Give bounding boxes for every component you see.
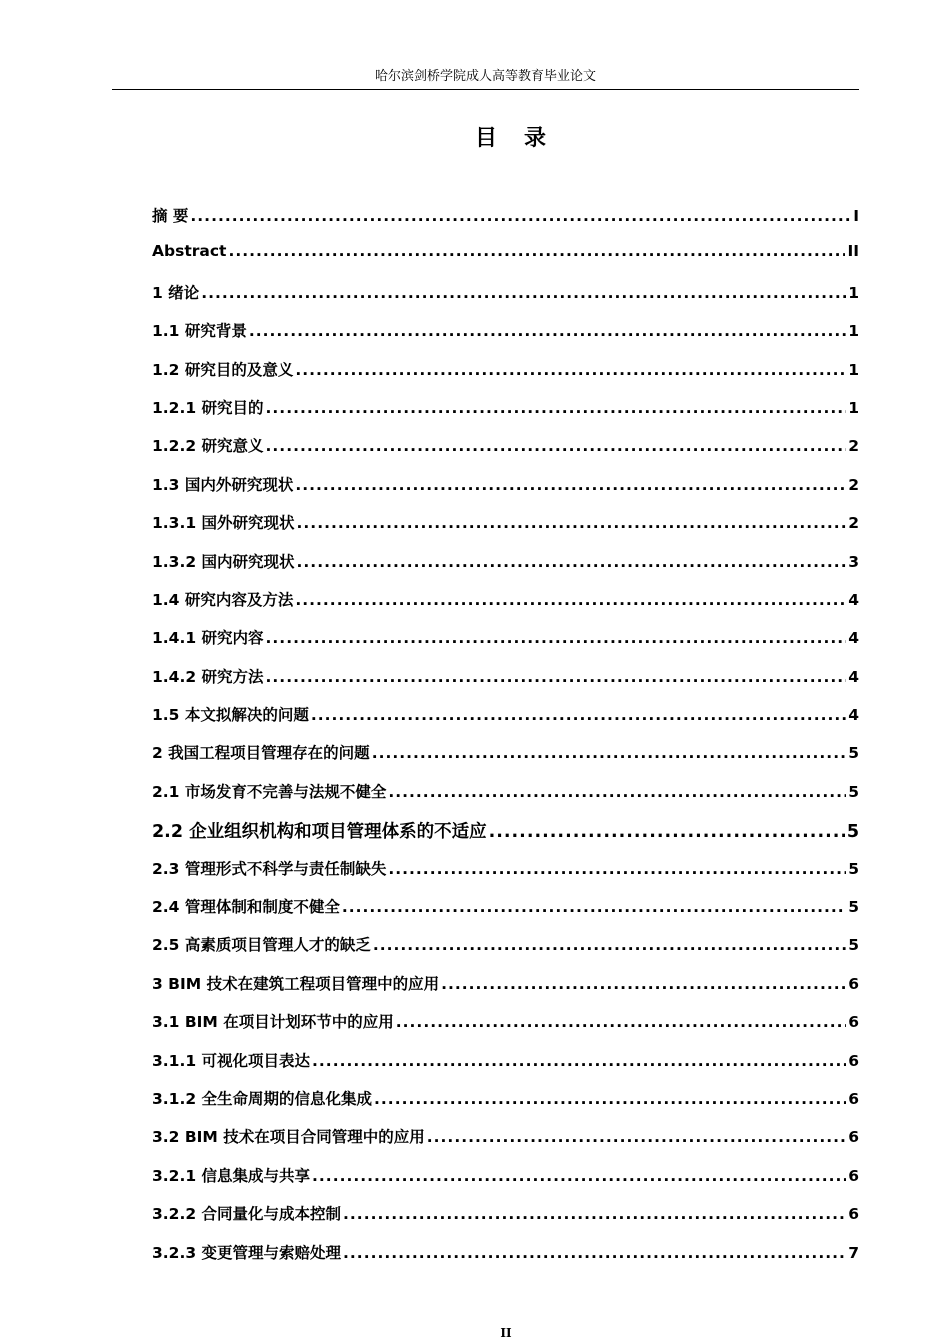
dot-leader [372,744,847,762]
dot-leader [266,437,847,455]
toc-entry-label: 3 BIM 技术在建筑工程项目管理中的应用 [152,974,440,993]
toc-entry-label: 1.3.1 国外研究现状 [152,514,295,533]
toc-entry-label: 2.1 市场发育不完善与法规不健全 [152,782,387,801]
toc-entry[interactable] [152,434,859,472]
toc-entry-label: 1.4.1 研究内容 [152,629,264,648]
toc-entry[interactable] [152,626,859,664]
toc-entry-page: I [853,207,859,225]
toc-entry-page: 1 [848,322,859,341]
dot-leader [228,242,845,260]
toc-entry-page: 6 [848,1013,859,1032]
toc-entry[interactable] [152,1241,859,1279]
toc-entry-label: 1.2.1 研究目的 [152,398,264,417]
toc-entry-label: 3.2.2 合同量化与成本控制 [152,1205,342,1224]
dot-leader [489,822,845,842]
toc-entry-page: 5 [848,859,859,878]
toc-entry-page: 6 [848,974,859,993]
running-header: 哈尔滨剑桥学院成人高等教育毕业论文 [374,69,596,84]
toc-entry[interactable] [152,319,859,357]
toc-entry-label: 2.4 管理体制和制度不健全 [152,898,340,917]
dot-leader [266,668,847,686]
dot-leader [343,1205,846,1223]
toc-entry-page: 4 [848,590,859,609]
toc-entry-page: 3 [848,552,859,571]
toc-entry[interactable] [152,972,859,1010]
toc-entry[interactable] [152,741,859,779]
toc-entry-page: 5 [848,936,859,955]
toc-entry-label: 2.3 管理形式不科学与责任制缺失 [152,859,387,878]
toc-entry-page: 2 [848,475,859,494]
dot-leader [249,322,846,340]
dot-leader [311,706,846,724]
dot-leader [295,591,846,609]
toc-entry-label: 1.4 研究内容及方法 [152,590,294,609]
toc-entry-label: 2 我国工程项目管理存在的问题 [152,744,370,763]
toc-entry-page: 6 [848,1128,859,1147]
toc-entry-page: 7 [848,1243,859,1262]
toc-entry-label: 3.1.1 可视化项目表达 [152,1051,311,1070]
dot-leader [266,399,847,417]
toc-entry[interactable] [152,703,859,741]
dot-leader [295,361,846,379]
toc-entry-page: 5 [848,744,859,763]
page-number: II [500,1326,512,1340]
toc-entry[interactable] [152,665,859,703]
toc-entry-page: 1 [848,360,859,379]
toc-entry[interactable] [152,818,859,856]
dot-leader [297,514,847,532]
toc-entry-label: 3.2.3 变更管理与索赔处理 [152,1243,342,1262]
toc-entry-label: 1 绪论 [152,283,200,302]
toc-entry-page: 5 [846,822,859,843]
toc-entry[interactable] [152,396,859,434]
dot-leader [201,284,846,302]
toc-entry-label: 2.2 企业组织机构和项目管理体系的不适应 [152,822,487,843]
toc-entry[interactable] [152,204,859,242]
toc-entry-label: 摘 要 [152,207,189,225]
toc-entry[interactable] [152,358,859,396]
dot-leader [266,629,847,647]
toc-entry-page: 6 [848,1166,859,1185]
dot-leader [373,936,846,954]
toc-title-part1: 目 [474,125,498,151]
toc-entry[interactable] [152,242,859,280]
toc-entry[interactable] [152,933,859,971]
dot-leader [295,476,846,494]
toc-entry-label: 1.1 研究背景 [152,322,247,341]
toc-entry-label: 2.5 高素质项目管理人才的缺乏 [152,936,371,955]
toc-entry-page: 4 [848,706,859,725]
toc-entry-page: II [847,242,859,261]
toc-entry-label: 1.5 本文拟解决的问题 [152,706,309,725]
toc-entry[interactable] [152,511,859,549]
toc-entry-page: 5 [848,782,859,801]
toc-entry-page: 6 [848,1051,859,1070]
toc-entry[interactable] [152,1049,859,1087]
toc-entry[interactable] [152,895,859,933]
toc-entry[interactable] [152,1010,859,1048]
toc-entry-label: 1.3 国内外研究现状 [152,475,294,494]
toc-entry-page: 2 [848,437,859,456]
toc-entry-page: 4 [848,667,859,686]
dot-leader [343,1244,846,1262]
toc-entry[interactable] [152,780,859,818]
toc-entry-label: 3.1 BIM 在项目计划环节中的应用 [152,1013,394,1032]
toc-title-part2: 录 [524,125,548,151]
toc-entry-page: 4 [848,629,859,648]
header-rule [112,89,859,90]
toc-entry-label: 3.2 BIM 技术在项目合同管理中的应用 [152,1128,425,1147]
toc-entry[interactable] [152,550,859,588]
toc-entry[interactable] [152,1125,859,1163]
dot-leader [427,1128,846,1146]
dot-leader [312,1052,846,1070]
dot-leader [441,975,846,993]
toc-entry-label: 1.2.2 研究意义 [152,437,264,456]
toc-entry[interactable] [152,473,859,511]
dot-leader [342,898,846,916]
toc-title [0,124,950,152]
toc-entry-page: 1 [848,283,859,302]
dot-leader [374,1090,846,1108]
toc-entry-label: 1.4.2 研究方法 [152,667,264,686]
toc-entry[interactable] [152,1164,859,1202]
toc-entry-label: 1.2 研究目的及意义 [152,360,294,379]
dot-leader [396,1013,846,1031]
dot-leader [312,1167,846,1185]
toc-entry-label: Abstract [152,242,227,261]
dot-leader [388,860,846,878]
toc-entry[interactable] [152,281,859,319]
toc-entry[interactable] [152,857,859,895]
toc-entry[interactable] [152,588,859,626]
toc-entry-page: 6 [848,1089,859,1108]
toc-entry-page: 6 [848,1205,859,1224]
toc-entry[interactable] [152,1087,859,1125]
toc-entry-page: 2 [848,514,859,533]
dot-leader [388,783,846,801]
toc-entry-label: 3.2.1 信息集成与共享 [152,1166,311,1185]
toc-entry-page: 5 [848,898,859,917]
toc-entry-page: 1 [848,398,859,417]
table-of-contents [152,204,859,1279]
toc-entry-label: 3.1.2 全生命周期的信息化集成 [152,1089,373,1108]
dot-leader [297,553,847,571]
toc-entry-label: 1.3.2 国内研究现状 [152,552,295,571]
dot-leader [190,207,851,225]
toc-entry[interactable] [152,1202,859,1240]
